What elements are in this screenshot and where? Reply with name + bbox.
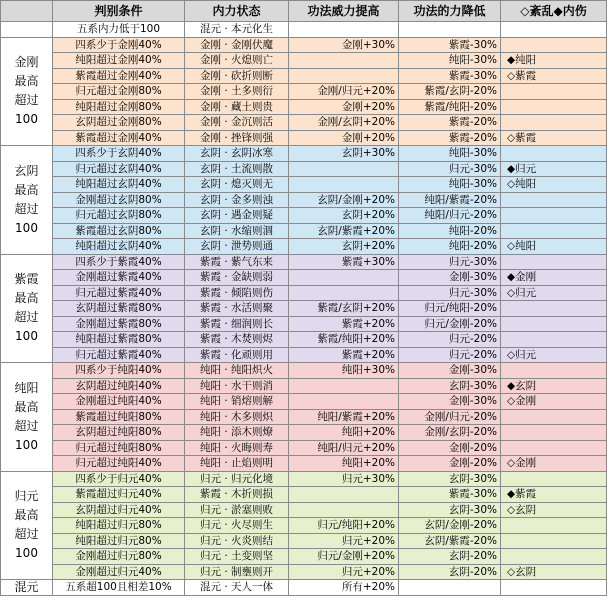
header-row — [1, 1, 607, 22]
condition-cell: 紫霞超过玄阴80% — [53, 223, 185, 239]
status-mark-cell — [501, 37, 607, 53]
state-cell: 紫霞 · 木焚则烬 — [185, 332, 289, 348]
condition-cell: 紫霞超过金刚40% — [53, 130, 185, 146]
state-cell: 紫霞 · 水活则聚 — [185, 301, 289, 317]
state-cell: 玄阴 · 熄灭则无 — [185, 177, 289, 193]
power-down-cell: 玄阴-30% — [399, 502, 501, 518]
group-label-line: 超过 — [14, 527, 39, 542]
group-label — [1, 37, 53, 146]
group-label-line: 归元 — [14, 489, 39, 504]
power-down-cell: 金刚-30% — [399, 394, 501, 410]
power-down-cell: 归元-30% — [399, 254, 501, 270]
state-cell: 归元 · 土变则坚 — [185, 549, 289, 565]
state-cell: 金刚 · 金沉则活 — [185, 115, 289, 131]
header-disorder-injury: ◇紊乱◆内伤 — [501, 1, 607, 22]
group-label-line: 最高 — [14, 291, 39, 306]
state-cell: 玄阴 · 泄势则通 — [185, 239, 289, 255]
power-up-cell: 所有+20% — [289, 580, 399, 596]
state-cell: 玄阴 · 遇金则疑 — [185, 208, 289, 224]
state-cell: 归元 · 制壅则开 — [185, 564, 289, 580]
table-row — [1, 471, 607, 487]
condition-cell: 纯阳超过归元80% — [53, 518, 185, 534]
power-down-cell: 玄阴-30% — [399, 471, 501, 487]
condition-cell: 金刚超过玄阴80% — [53, 192, 185, 208]
header-condition: 判别条件 — [53, 1, 185, 22]
condition-cell: 四系少于玄阴40% — [53, 146, 185, 162]
status-mark-cell — [501, 192, 607, 208]
power-down-cell: 金刚/归元-20% — [399, 409, 501, 425]
power-up-cell: 归元+30% — [289, 471, 399, 487]
power-up-cell — [289, 487, 399, 503]
power-down-cell: 纯阳/紫霞-20% — [399, 192, 501, 208]
group-label-empty — [1, 22, 53, 38]
power-up-cell — [289, 22, 399, 38]
condition-cell: 归元超过玄阴40% — [53, 161, 185, 177]
power-down-cell: 归元-20% — [399, 347, 501, 363]
status-mark-cell: ◇玄阴 — [501, 502, 607, 518]
power-down-cell: 金刚-20% — [399, 440, 501, 456]
status-mark-cell — [501, 363, 607, 379]
table-row — [1, 99, 607, 115]
table-row — [1, 130, 607, 146]
state-cell: 归元 · 火尽则生 — [185, 518, 289, 534]
power-down-cell: 归元-20% — [399, 332, 501, 348]
power-down-cell — [399, 22, 501, 38]
table-row — [1, 440, 607, 456]
power-down-cell: 紫霞-20% — [399, 130, 501, 146]
condition-cell: 纯阳超过玄阴40% — [53, 177, 185, 193]
power-up-cell: 金刚+20% — [289, 99, 399, 115]
power-up-cell — [289, 270, 399, 286]
state-cell: 紫霞 · 细润则长 — [185, 316, 289, 332]
power-up-cell: 金刚/归元+20% — [289, 84, 399, 100]
state-cell: 纯阳 · 止焰则明 — [185, 456, 289, 472]
group-label-line: 最高 — [14, 508, 39, 523]
table-row — [1, 161, 607, 177]
power-up-cell: 归元/金刚+20% — [289, 549, 399, 565]
power-down-cell: 纯阳-20% — [399, 223, 501, 239]
power-down-cell: 紫霞-30% — [399, 68, 501, 84]
table-row — [1, 580, 607, 596]
group-label-line: 最高 — [14, 399, 39, 414]
status-mark-cell — [501, 301, 607, 317]
power-down-cell: 金刚-30% — [399, 270, 501, 286]
power-down-cell: 紫霞/玄阴-20% — [399, 84, 501, 100]
table-row — [1, 533, 607, 549]
table-row — [1, 549, 607, 565]
table-row — [1, 22, 607, 38]
power-up-cell: 归元/纯阳+20% — [289, 518, 399, 534]
group-label-line: 超过 — [14, 201, 39, 216]
group-label-line: 最高 — [14, 74, 39, 89]
table-row — [1, 192, 607, 208]
power-up-cell: 纯阳/紫霞+20% — [289, 409, 399, 425]
table-row — [1, 177, 607, 193]
condition-cell: 玄阴超过紫霞80% — [53, 301, 185, 317]
group-label-line: 100 — [15, 329, 38, 344]
table-row — [1, 68, 607, 84]
status-mark-cell — [501, 84, 607, 100]
state-cell: 金刚 · 火熄则亡 — [185, 53, 289, 69]
condition-cell: 纯阳超过玄阴40% — [53, 239, 185, 255]
power-up-cell: 纯阳+20% — [289, 456, 399, 472]
table-row — [1, 564, 607, 580]
table-row — [1, 316, 607, 332]
power-down-cell: 纯阳/归元-20% — [399, 208, 501, 224]
table-row — [1, 301, 607, 317]
power-up-cell — [289, 502, 399, 518]
group-label-line: 100 — [15, 220, 38, 235]
group-label-line: 超过 — [14, 418, 39, 433]
condition-cell: 玄阴超过归元40% — [53, 502, 185, 518]
condition-cell: 纯阳超过金刚40% — [53, 53, 185, 69]
group-label-line: 超过 — [14, 310, 39, 325]
power-up-cell: 纯阳+30% — [289, 363, 399, 379]
table-row — [1, 378, 607, 394]
condition-cell: 金刚超过归元80% — [53, 549, 185, 565]
state-cell: 玄阴 · 玄阴冰寒 — [185, 146, 289, 162]
status-mark-cell: ◆紫霞 — [501, 487, 607, 503]
status-mark-cell — [501, 518, 607, 534]
power-up-cell: 金刚+30% — [289, 37, 399, 53]
power-down-cell: 归元/金刚-20% — [399, 316, 501, 332]
condition-cell: 归元超过玄阴80% — [53, 208, 185, 224]
table-row — [1, 208, 607, 224]
group-label-line: 100 — [15, 437, 38, 452]
power-up-cell: 玄阴/金刚+20% — [289, 192, 399, 208]
table-row — [1, 347, 607, 363]
status-mark-cell: ◇紫霞 — [501, 68, 607, 84]
header-corner — [1, 1, 53, 22]
state-cell: 纯阳 · 销熔则解 — [185, 394, 289, 410]
power-down-cell: 归元-30% — [399, 161, 501, 177]
state-cell: 纯阳 · 添木则燎 — [185, 425, 289, 441]
status-mark-cell — [501, 208, 607, 224]
status-mark-cell: ◆金刚 — [501, 270, 607, 286]
group-label-line: 金刚 — [14, 55, 39, 70]
state-cell: 玄阴 · 水缩则涸 — [185, 223, 289, 239]
state-cell: 玄阴 · 金多则浊 — [185, 192, 289, 208]
group-label-line: 100 — [15, 546, 38, 561]
power-up-cell — [289, 177, 399, 193]
status-mark-cell: ◇金刚 — [501, 456, 607, 472]
table-row — [1, 270, 607, 286]
condition-cell: 紫霞超过金刚40% — [53, 68, 185, 84]
status-mark-cell: ◆玄阴 — [501, 378, 607, 394]
power-up-cell: 玄阴+20% — [289, 239, 399, 255]
table-row — [1, 115, 607, 131]
power-up-cell — [289, 378, 399, 394]
header-power-up: 功法威力提高 — [289, 1, 399, 22]
condition-cell: 四系少于紫霞40% — [53, 254, 185, 270]
status-mark-cell: ◇纯阳 — [501, 177, 607, 193]
condition-cell: 玄阴超过纯阳80% — [53, 425, 185, 441]
power-down-cell: 纯阳-30% — [399, 146, 501, 162]
power-down-cell: 玄阴/金刚-20% — [399, 518, 501, 534]
power-down-cell — [399, 580, 501, 596]
state-cell: 混元 · 天人一体 — [185, 580, 289, 596]
power-up-cell — [289, 68, 399, 84]
state-cell: 归元 · 淤塞则败 — [185, 502, 289, 518]
power-down-cell: 紫霞-30% — [399, 37, 501, 53]
condition-cell: 归元超过金刚80% — [53, 84, 185, 100]
status-mark-cell: ◇玄阴 — [501, 564, 607, 580]
power-down-cell: 紫霞-30% — [399, 487, 501, 503]
power-down-cell: 玄阴/紫霞-20% — [399, 533, 501, 549]
power-up-cell — [289, 161, 399, 177]
status-mark-cell — [501, 409, 607, 425]
condition-cell: 纯阳超过金刚80% — [53, 99, 185, 115]
power-up-cell: 归元+20% — [289, 533, 399, 549]
table-row — [1, 425, 607, 441]
power-down-cell: 归元-30% — [399, 285, 501, 301]
status-mark-cell — [501, 22, 607, 38]
power-down-cell: 纯阳-20% — [399, 239, 501, 255]
header-state: 内力状态 — [185, 1, 289, 22]
state-cell: 金刚 · 挫锋则强 — [185, 130, 289, 146]
state-cell: 金刚 · 藏土则贵 — [185, 99, 289, 115]
condition-cell: 紫霞超过归元40% — [53, 487, 185, 503]
power-down-cell: 紫霞/纯阳-20% — [399, 99, 501, 115]
group-label-line: 纯阳 — [14, 380, 39, 395]
condition-cell: 玄阴超过金刚80% — [53, 115, 185, 131]
status-mark-cell — [501, 146, 607, 162]
status-mark-cell — [501, 549, 607, 565]
status-mark-cell — [501, 99, 607, 115]
state-cell: 金刚 · 土多则衍 — [185, 84, 289, 100]
power-up-cell: 紫霞+30% — [289, 254, 399, 270]
power-down-cell: 归元/纯阳-20% — [399, 301, 501, 317]
state-cell: 紫霞 · 倾陷则伤 — [185, 285, 289, 301]
condition-cell: 金刚超过纯阳40% — [53, 394, 185, 410]
table-body — [1, 22, 607, 596]
state-cell: 紫霞 · 紫气东来 — [185, 254, 289, 270]
table-row — [1, 239, 607, 255]
condition-cell: 四系少于归元40% — [53, 471, 185, 487]
table-row — [1, 53, 607, 69]
status-mark-cell — [501, 440, 607, 456]
group-label — [1, 363, 53, 472]
group-label — [1, 471, 53, 580]
status-mark-cell: ◆归元 — [501, 161, 607, 177]
state-cell: 纯阳 · 火晦则寿 — [185, 440, 289, 456]
power-up-cell: 金刚/玄阴+20% — [289, 115, 399, 131]
group-label-line: 超过 — [14, 93, 39, 108]
condition-cell: 四系少于纯阳40% — [53, 363, 185, 379]
status-mark-cell — [501, 580, 607, 596]
power-up-cell: 玄阴+20% — [289, 208, 399, 224]
power-down-cell: 金刚/玄阴-20% — [399, 425, 501, 441]
state-cell: 金刚 · 砍折则断 — [185, 68, 289, 84]
table-row — [1, 84, 607, 100]
power-up-cell: 纯阳+20% — [289, 425, 399, 441]
table-row — [1, 285, 607, 301]
power-up-cell: 紫霞+20% — [289, 347, 399, 363]
power-down-cell: 纯阳-30% — [399, 177, 501, 193]
condition-cell: 玄阴超过纯阳40% — [53, 378, 185, 394]
table-row — [1, 394, 607, 410]
condition-cell: 归元超过紫霞40% — [53, 285, 185, 301]
state-cell: 玄阴 · 土流则散 — [185, 161, 289, 177]
power-up-cell: 归元+20% — [289, 564, 399, 580]
status-mark-cell: ◇紫霞 — [501, 130, 607, 146]
state-cell: 紫霞 · 木折则损 — [185, 487, 289, 503]
state-cell: 金刚 · 金刚伏魔 — [185, 37, 289, 53]
power-up-cell — [289, 53, 399, 69]
group-label: 混元 — [1, 580, 53, 596]
power-up-cell: 紫霞/纯阳+20% — [289, 332, 399, 348]
power-up-cell: 紫霞+20% — [289, 316, 399, 332]
status-mark-cell: ◇纯阳 — [501, 239, 607, 255]
status-mark-cell: ◇金刚 — [501, 394, 607, 410]
group-label-line: 紫霞 — [14, 272, 39, 287]
state-cell: 纯阳 · 纯阳炽火 — [185, 363, 289, 379]
table-row — [1, 487, 607, 503]
group-label-line: 最高 — [14, 182, 39, 197]
power-down-cell: 金刚-20% — [399, 456, 501, 472]
state-cell: 纯阳 · 木多则炽 — [185, 409, 289, 425]
status-mark-cell — [501, 115, 607, 131]
power-down-cell: 纯阳-30% — [399, 53, 501, 69]
state-cell: 归元 · 火炎则结 — [185, 533, 289, 549]
condition-cell: 纯阳超过紫霞80% — [53, 332, 185, 348]
condition-cell: 归元超过纯阳40% — [53, 456, 185, 472]
table-row — [1, 409, 607, 425]
table-row — [1, 254, 607, 270]
condition-cell: 四系少于金刚40% — [53, 37, 185, 53]
power-down-cell: 玄阴-20% — [399, 564, 501, 580]
state-cell: 紫霞 · 化顽则用 — [185, 347, 289, 363]
condition-cell: 五系超100且相差10% — [53, 580, 185, 596]
table-row — [1, 502, 607, 518]
table-row — [1, 518, 607, 534]
state-cell: 紫霞 · 金缺则弱 — [185, 270, 289, 286]
condition-cell: 紫霞超过纯阳80% — [53, 409, 185, 425]
power-up-cell: 紫霞/玄阴+20% — [289, 301, 399, 317]
power-down-cell: 玄阴-30% — [399, 378, 501, 394]
state-cell: 混元 · 本元化生 — [185, 22, 289, 38]
status-mark-cell: ◆纯阳 — [501, 53, 607, 69]
status-mark-cell — [501, 223, 607, 239]
table-row — [1, 37, 607, 53]
condition-cell: 金刚超过紫霞40% — [53, 270, 185, 286]
table-row — [1, 332, 607, 348]
header-power-down: 功法的力降低 — [399, 1, 501, 22]
condition-cell: 归元超过纯阳80% — [53, 440, 185, 456]
status-mark-cell — [501, 316, 607, 332]
group-label-line: 玄阴 — [14, 163, 39, 178]
power-up-cell: 玄阴+30% — [289, 146, 399, 162]
status-mark-cell — [501, 533, 607, 549]
condition-cell: 金刚超过紫霞80% — [53, 316, 185, 332]
power-down-cell: 金刚-30% — [399, 363, 501, 379]
table-row — [1, 363, 607, 379]
status-mark-cell — [501, 471, 607, 487]
group-label — [1, 254, 53, 363]
power-up-cell: 金刚+20% — [289, 130, 399, 146]
power-up-cell: 纯阳/归元+20% — [289, 440, 399, 456]
status-mark-cell: ◇归元 — [501, 285, 607, 301]
status-mark-cell — [501, 332, 607, 348]
group-label-line: 100 — [15, 112, 38, 127]
condition-cell: 归元超过紫霞40% — [53, 347, 185, 363]
state-cell: 归元 · 归元化境 — [185, 471, 289, 487]
status-mark-cell — [501, 425, 607, 441]
power-up-cell: 玄阴/紫霞+20% — [289, 223, 399, 239]
group-label — [1, 146, 53, 255]
table-row — [1, 146, 607, 162]
table-row — [1, 223, 607, 239]
condition-cell: 纯阳超过归元80% — [53, 533, 185, 549]
condition-cell: 金刚超过归元40% — [53, 564, 185, 580]
condition-cell: 五系内力低于100 — [53, 22, 185, 38]
power-up-cell — [289, 394, 399, 410]
status-mark-cell: ◇归元 — [501, 347, 607, 363]
table-row — [1, 456, 607, 472]
power-down-cell: 紫霞-20% — [399, 115, 501, 131]
power-up-cell — [289, 285, 399, 301]
power-down-cell: 玄阴-20% — [399, 549, 501, 565]
state-cell: 纯阳 · 水干则消 — [185, 378, 289, 394]
status-mark-cell — [501, 254, 607, 270]
